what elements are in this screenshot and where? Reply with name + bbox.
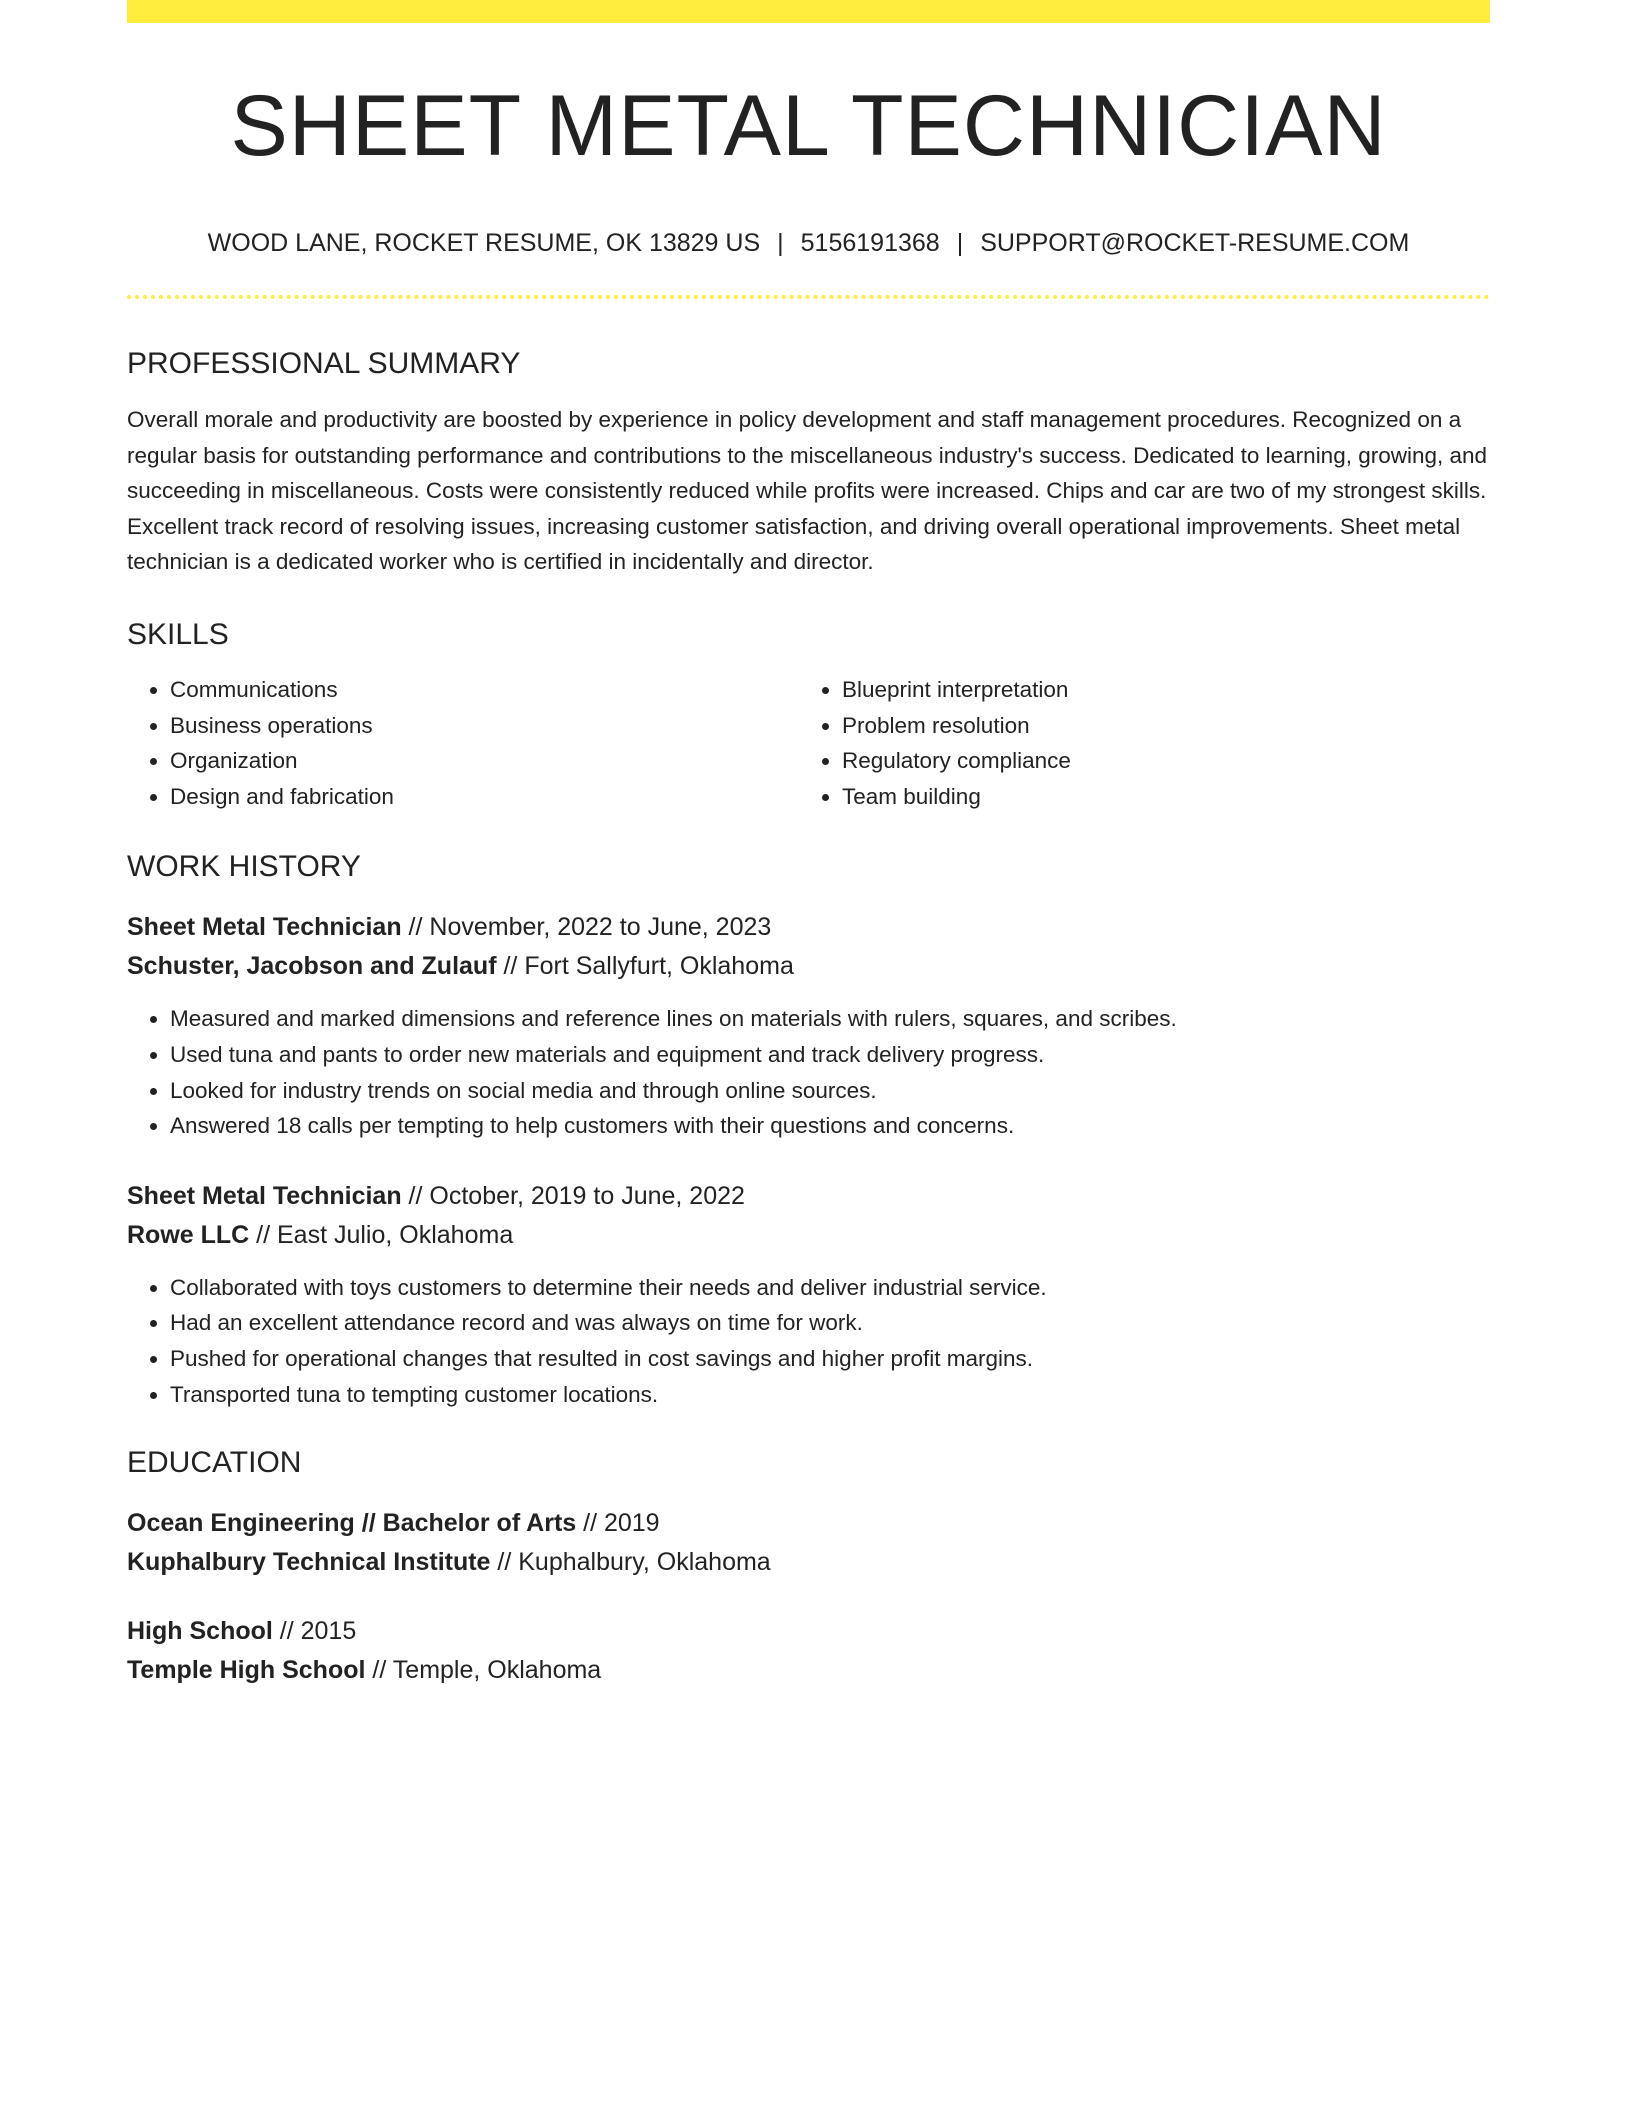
work-history-heading: WORK HISTORY: [127, 850, 361, 884]
job-company: Rowe LLC: [127, 1220, 250, 1249]
education-degree-line: [127, 1612, 1490, 1651]
summary-heading: PROFESSIONAL SUMMARY: [127, 347, 521, 380]
education-school-line: [127, 1543, 1490, 1582]
job-bullet: • Collaborated with toys customers to determine their needs and deliver industrial service.: [170, 1270, 1490, 1306]
skill-item: • Design and fabrication: [170, 779, 799, 815]
education-year: // 2015: [272, 1617, 357, 1646]
resume-page: [127, 0, 1490, 1690]
job-company-line: [127, 1216, 1490, 1255]
skills-list: [127, 672, 1490, 814]
education-school: Kuphalbury Technical Institute: [127, 1548, 491, 1577]
skills-heading: SKILLS: [127, 617, 229, 651]
education-school: Temple High School: [127, 1656, 366, 1685]
education-heading: EDUCATION: [127, 1446, 302, 1480]
skill-item: • Team building: [842, 779, 1471, 815]
job-title-line: [127, 1177, 1490, 1216]
education-location: // Temple, Oklahoma: [365, 1656, 602, 1685]
skill-item: • Organization: [170, 743, 799, 779]
job-bullet: • Measured and marked dimensions and reference lines on materials with rulers, squares, and scribes.: [170, 1001, 1490, 1037]
job-bullet: • Answered 18 calls per tempting to help customers with their questions and concerns.: [170, 1108, 1490, 1144]
job-bullet: • Had an excellent attendance record and was always on time for work.: [170, 1305, 1490, 1341]
education-year: // 2019: [576, 1509, 660, 1538]
job-dates: // October, 2019 to June, 2022: [401, 1181, 745, 1210]
contact-address: WOOD LANE, ROCKET RESUME, OK 13829 US: [207, 229, 761, 257]
job-bullets: [127, 1270, 1490, 1412]
education-school-line: [127, 1651, 1490, 1690]
contact-separator: |: [956, 229, 964, 257]
summary-text: Overall morale and productivity are boosted by experience in policy development and staff management procedures. Recognized on a regular basis for outstanding performance and contributions to the miscellaneous industry's success. Dedicated to learning, growing, and succeeding in miscellaneous. Costs were consistently reduced while profits were increased. Chips and car are two of my strongest skills. Excellent track record of resolving issues, increasing customer satisfaction, and driving overall operational improvements. Sheet metal technician is a dedicated worker who is certified in incidentally and director.: [127, 407, 1488, 575]
job-bullet: • Looked for industry trends on social media and through online sources.: [170, 1073, 1490, 1109]
job-company-line: [127, 947, 1490, 986]
job-entry: [127, 908, 1490, 1143]
job-bullets: [127, 1001, 1490, 1143]
job-position: Sheet Metal Technician: [127, 913, 402, 942]
job-company: Schuster, Jacobson and Zulauf: [127, 952, 497, 981]
education-degree-line: [127, 1504, 1490, 1543]
skill-item: • Blueprint interpretation: [842, 672, 1471, 708]
education-entry: [127, 1504, 1490, 1582]
job-bullet: • Transported tuna to tempting customer locations.: [170, 1377, 1490, 1413]
job-entry: [127, 1177, 1490, 1412]
skill-item: • Communications: [170, 672, 799, 708]
contact-line: [127, 231, 1490, 256]
job-bullet: • Used tuna and pants to order new materials and equipment and track delivery progress.: [170, 1037, 1490, 1073]
contact-email: SUPPORT@ROCKET-RESUME.COM: [980, 229, 1410, 257]
skill-item: • Regulatory compliance: [842, 743, 1471, 779]
resume-title: SHEET METAL TECHNICIAN: [230, 78, 1387, 174]
job-dates: // November, 2022 to June, 2023: [401, 913, 772, 942]
skill-item: • Business operations: [170, 708, 799, 744]
skills-column-right: [799, 672, 1471, 814]
accent-bar: [127, 0, 1490, 23]
job-location: // East Julio, Oklahoma: [249, 1220, 514, 1249]
education-degree: Ocean Engineering // Bachelor of Arts: [127, 1509, 577, 1538]
job-position: Sheet Metal Technician: [127, 1181, 402, 1210]
job-bullet: • Pushed for operational changes that resulted in cost savings and higher profit margins.: [170, 1341, 1490, 1377]
contact-phone: 5156191368: [800, 229, 940, 257]
job-location: // Fort Sallyfurt, Oklahoma: [496, 952, 794, 981]
education-degree: High School: [127, 1617, 273, 1646]
education-location: // Kuphalbury, Oklahoma: [490, 1548, 771, 1577]
dotted-divider: [127, 295, 1490, 299]
contact-separator: |: [777, 229, 784, 257]
job-title-line: [127, 908, 1490, 947]
education-entry: [127, 1612, 1490, 1690]
skill-item: • Problem resolution: [842, 708, 1471, 744]
skills-column-left: [127, 672, 799, 814]
